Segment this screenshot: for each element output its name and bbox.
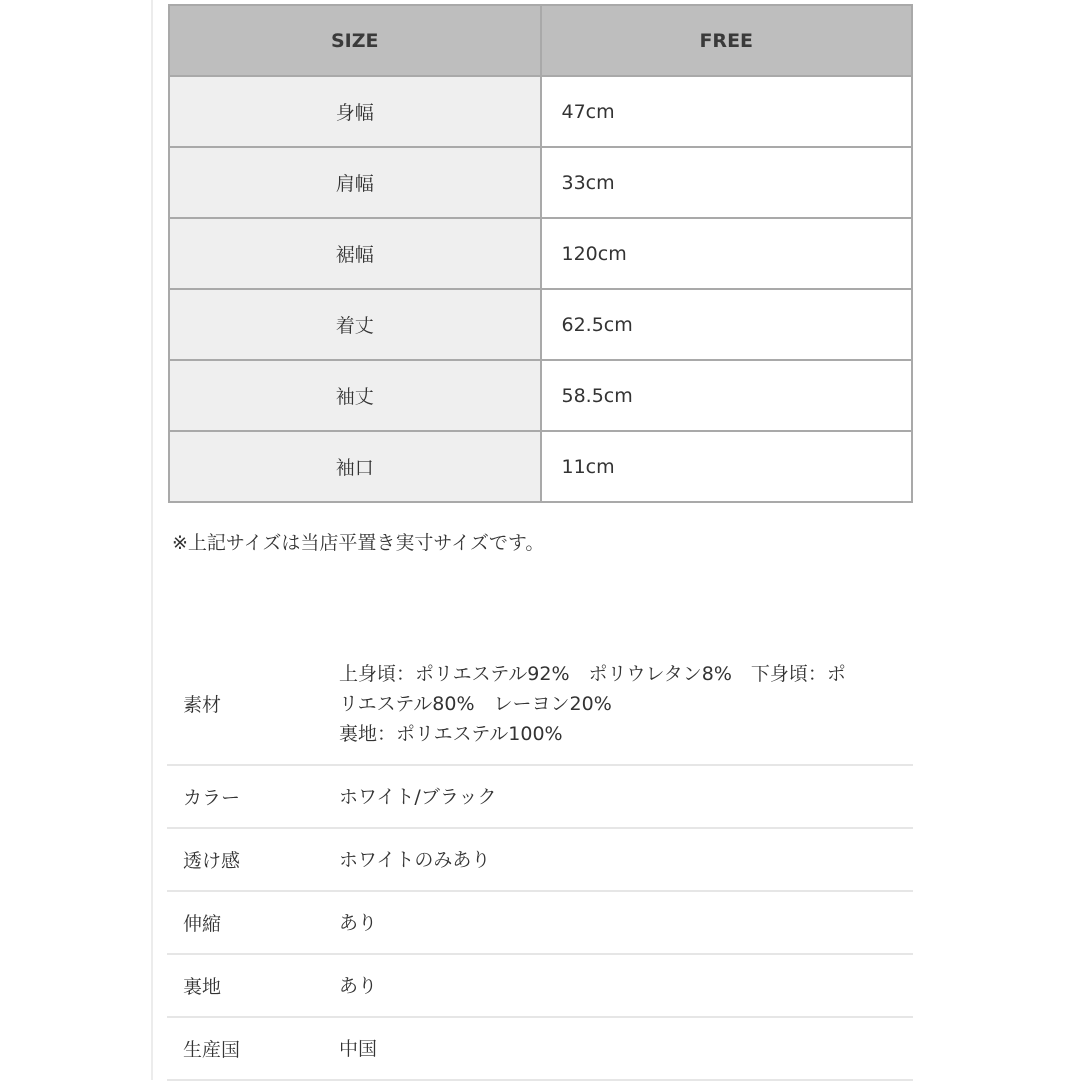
row-value: 120cm (541, 218, 913, 289)
row-label: 身幅 (169, 76, 541, 147)
row-label: 袖丈 (169, 360, 541, 431)
size-table-header-row (169, 5, 912, 76)
size-table (168, 4, 913, 503)
spec-value: ホワイト/ブラック (339, 785, 497, 808)
spec-value-line: 裏地：ポリエステル100% (339, 722, 563, 745)
table-row (169, 218, 912, 289)
row-value: 11cm (541, 431, 913, 502)
spec-row-stretch (167, 892, 913, 955)
row-label: 袖口 (169, 431, 541, 502)
spec-value (339, 659, 913, 749)
page-left-border (151, 0, 153, 1080)
spec-value: あり (339, 911, 378, 934)
spec-value-line: 上身頃：ポリエステル92% ポリウレタン8% 下身頃：ポ (339, 662, 846, 685)
spec-value-line: リエステル80% レーヨン20% (339, 692, 612, 715)
row-value: 62.5cm (541, 289, 913, 360)
spec-value: 中国 (339, 1037, 378, 1060)
spec-key: 生産国 (183, 1039, 241, 1061)
spec-row-sheerness (167, 829, 913, 892)
spec-row-color (167, 766, 913, 829)
spec-value: あり (339, 974, 378, 997)
row-label: 着丈 (169, 289, 541, 360)
spec-list (167, 643, 913, 1081)
table-row (169, 147, 912, 218)
free-header: FREE (541, 5, 913, 76)
row-value: 33cm (541, 147, 913, 218)
row-value: 58.5cm (541, 360, 913, 431)
spec-row-country (167, 1018, 913, 1081)
row-label: 肩幅 (169, 147, 541, 218)
table-row (169, 431, 912, 502)
table-row (169, 289, 912, 360)
spec-row-lining (167, 955, 913, 1018)
spec-value: ホワイトのみあり (339, 848, 491, 871)
row-label: 裾幅 (169, 218, 541, 289)
table-row (169, 76, 912, 147)
spec-key: カラー (183, 787, 241, 809)
spec-key: 裏地 (183, 976, 222, 998)
size-note: ※上記サイズは当店平置き実寸サイズです。 (172, 532, 545, 554)
spec-key: 素材 (183, 694, 222, 716)
size-header: SIZE (169, 5, 541, 76)
spec-key: 透け感 (183, 850, 241, 872)
table-row (169, 360, 912, 431)
row-value: 47cm (541, 76, 913, 147)
spec-row-material (167, 643, 913, 766)
spec-key: 伸縮 (183, 913, 222, 935)
